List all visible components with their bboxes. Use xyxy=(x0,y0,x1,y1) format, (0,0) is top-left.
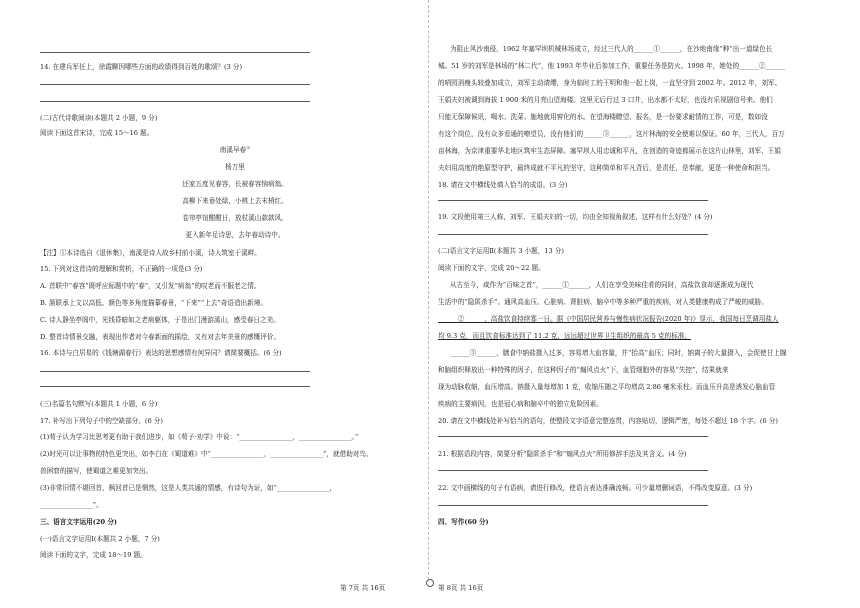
poem-intro: 阅读下面这首宋诗，完成 15～16 题。 xyxy=(40,129,154,137)
question-16: 16. 本诗与白居易的《钱塘湖春行》表达的思想感情有何异同？请简要概括。(6 分) xyxy=(40,349,282,357)
para2-line: ______③______，膳食中钠盐摄入过多，容易增大血容量，并“抬高”血压；同时，钠离子的大量摄入，会促使甘上腺 xyxy=(450,349,787,357)
question-17: 17. 补写出下列句子中的空缺部分。(6 分) xyxy=(40,417,163,425)
para2-line: 和脑组织释放出一种特殊的因子，在这种因子的“煽风点火”下，血管细胞外的容易“失控”，结果就来 xyxy=(438,366,729,374)
para2-line: 从古至今，咸作为“百味之首”，______①______，人们在享受美味佳肴的同时，高盐饮食却逐渐成为现代 xyxy=(450,281,754,289)
option-b: B. 颔联承上文以高低、颜色等多角度描摹春景，“下来”“上去”奇语造出新境。 xyxy=(40,299,267,307)
poem-section-heading: (二)古代诗歌阅读(本题共 2 小题，9 分) xyxy=(40,114,158,122)
question-17-2: (2)时光可以让事物的特色更突出，如李白在《蜀道难》中“________________，________________”，就借助对鸟、 xyxy=(40,450,373,458)
question-20: 20. 请在文中横线处补写恰当的语句，使整段文字语意完整连贯，内容贴切，逻辑严密，每处不超过 18 个字。(6 分) xyxy=(438,417,778,425)
para2-line: 现为动脉收缩，血压增高。钠摄入量每增加 1 克，收缩压随之平均增高 2.86 毫米汞柱。而血压升高是诱发心脑血管 xyxy=(438,383,776,391)
question-19: 19. 文段使用第三人称，刘军、王娟夫妇的一切，均由全知视角叙述，这样有什么好处？(4 分) xyxy=(438,213,713,221)
para1-line: 王娟夫妇被调到海拔 1 900 米的月亮山望海楼。这里无后行过 3 口井，出水都不太好，也没有乐视剧信号来。他们 xyxy=(438,96,773,104)
para2-underlined-line: ______②______，高盐饮食持续寡一日。据《中国居民营养与慢性病状况报告(2020 年)》显示，我国每日烹调用盐人 xyxy=(438,315,779,323)
para1-line: 有这个岗位，没有众多看通的嘹望员，没有他们的______③______，这片林海的安全使难以保证。60 年，三代人，百万 xyxy=(438,130,785,138)
option-d: D. 整首诗情景交融，表现出作者对今春新面的摇绘，又有对去年美景的感慨评价。 xyxy=(40,333,281,341)
answer-line xyxy=(438,436,828,437)
poem-line: 卷帘亭馆酣酣日，放杖溪山款款风。 xyxy=(182,214,288,222)
poem-line: 还家五度见春容，长被春容恼病翁。 xyxy=(182,180,288,188)
answer-line xyxy=(40,101,430,102)
answer-line xyxy=(438,470,828,471)
poem-title: 南溪早春① xyxy=(219,146,251,155)
lang2-section-heading: (二)语言文字运用Ⅱ(本题共 3 小题，13 分) xyxy=(438,247,564,255)
para2-line: 生活中的“隐匿杀手”。通风高血压、心脏病、肾脏病、脑卒中等多种严重的疾病，对人类健康构成了严峻的威胁。 xyxy=(438,298,768,306)
part-3-heading: 三、语言文字运用(20 分) xyxy=(40,518,118,526)
answer-line xyxy=(40,84,430,85)
question-17-3: (3)非常旧情不堪回首，枫回首已是惘然，这是人类共通的情感，有诗句为证，如“________________， xyxy=(40,484,337,492)
para1-line: 的哨园消瘦头较叠加成立，刘军主动请缨，身为临时工的王明和他一起上岗，一直坚守到 2002 年。2012 年，刘军、 xyxy=(438,79,782,87)
answer-line xyxy=(438,200,828,201)
para1-line: 只能无保障候讯，喝水、洗菜、施地就用窖化的水。在望海楼瞭望、报名，是一份要求耐情的工作，可是，数如没 xyxy=(438,113,768,121)
question-17-2-cont: 兽困窘的描写，使蜀道之难更加突出。 xyxy=(40,467,153,475)
left-page xyxy=(40,0,430,580)
para1-line: 亩林海，为京津重要华北地区筑牢生态屏障。塞罕坝人用忠诚和平凡，在创造的奇迹都展示在这片山林里，刘军、王娟 xyxy=(438,147,781,155)
page-number-left: 第 7页 共 16页 xyxy=(340,584,386,592)
poem-note: 【注】①本诗选自《退休集》，南溪是诗人故乡村前小溪，诗人筑室于溪畔。 xyxy=(40,249,261,257)
para1-line: 为阻止风沙南侵，1962 年塞罕坝机械林场成立，经过三代人的______①______，在沙地南缘“种”出一道绿色长 xyxy=(450,45,773,53)
part-4-heading: 四、写作(60 分) xyxy=(438,518,489,526)
para1-line: 城。51 岁的刘军是林场的“林二代”，他 1993 年毕业后参加工作，重要任务是防火。1998 年，她处的______②______ xyxy=(438,62,786,70)
para1-line: 夫妇用高度的绝原型守护，最终成就不平凡的坚守，这种简单和平凡背后，是责任，是奉献，更是一种使命和担当。 xyxy=(438,164,775,172)
lang1-intro: 阅读下面的文字，完成 18～19 题。 xyxy=(40,551,147,559)
answer-line xyxy=(438,505,828,506)
poem-author: 杨万里 xyxy=(225,163,245,171)
option-a: A. 首联中“春容”既呼应标题中的“春”，又引发“病翁”的叹老而不服老之情。 xyxy=(40,282,261,290)
question-21: 21. 根据语段内容，简要分析“隐匿杀手”和“煽风点火”所用修辞手法及其含义。(4 分) xyxy=(438,450,687,458)
para2-underlined-line: 均 9.3 克，而且饮食标准达到了 11.2 克，远远超过世界卫生组织的最高 5 克的标准。 xyxy=(438,332,691,340)
page-number-right: 第 8页 共 16页 xyxy=(438,584,484,592)
answer-line xyxy=(40,386,430,387)
answer-line xyxy=(40,52,430,53)
question-18: 18. 请在文中横线处填入恰当的成语。(3 分) xyxy=(438,181,568,189)
question-15: 15. 下列对这首诗的理解和赏析，不正确的一项是(3 分) xyxy=(40,265,203,273)
lang2-intro: 阅读下面的文字，完成 20～22 题。 xyxy=(438,264,545,272)
question-17-3-cont: ________________”。 xyxy=(40,501,103,509)
option-c: C. 诗人静坐亭阁中，光线昏暗如之老病躯体，于是出门漫游溪山，感受春日之美。 xyxy=(40,316,280,324)
question-17-1: (1)荀子认为学习比思考更有助于我们进步，如《荀子·劝学》中说：“________________，________________。” xyxy=(40,433,359,441)
question-14: 14. 在建兵军任上，徐霞聊因哪些方面的政绩得到百姓的歌颂？(3 分) xyxy=(40,63,243,71)
fill-section-heading: (三)名篇名句默写(本题共 1 小题，6 分) xyxy=(40,400,158,408)
lang1-section-heading: (一)语言文字运用Ⅰ(本题共 2 小题，7 分) xyxy=(40,535,160,543)
para2-line: 疾病的主要病因，也是冠心病和脑卒中的独立危险因素。 xyxy=(438,400,603,408)
poem-line: 更入新年足诗思，去年春动诗中。 xyxy=(185,231,285,239)
question-22: 22. 文中画横线的句子有语病，请进行修改，使语言表达准确流畅。可少量增删词语，不得改变原意。(3 分) xyxy=(438,484,753,492)
answer-line xyxy=(40,371,430,372)
binding-circle-icon xyxy=(426,579,434,587)
poem-line: 高柳下来垂处绿，小桃上去末梢红。 xyxy=(182,197,288,205)
answer-line xyxy=(438,234,828,235)
right-page xyxy=(438,0,828,580)
